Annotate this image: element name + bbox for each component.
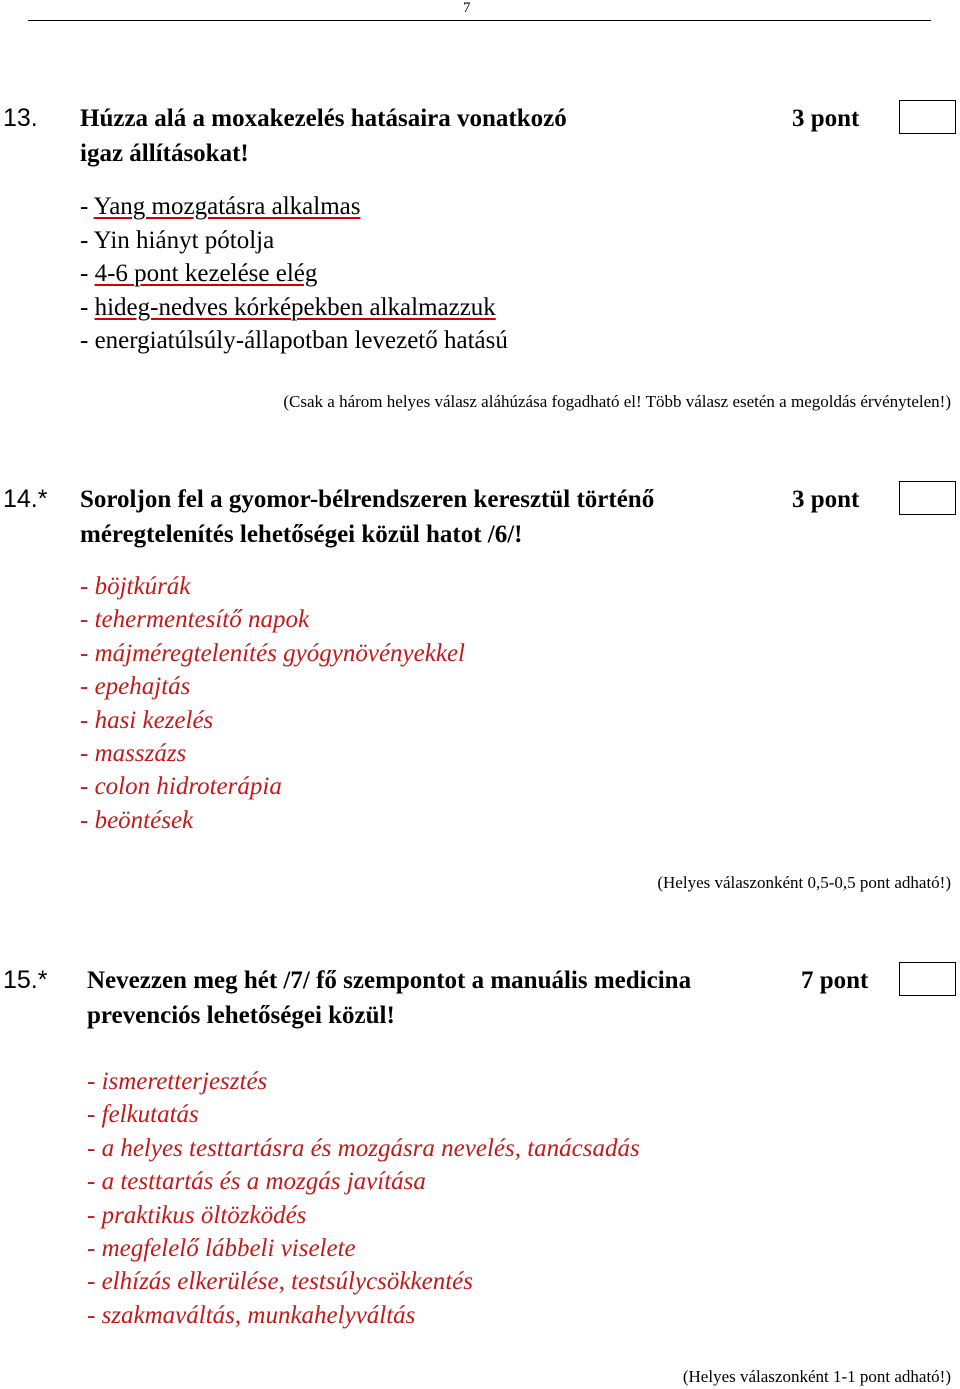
underlined-option-text: hideg-nedves kórképekben alkalmazzuk [94,293,496,321]
question-title-line1: Nevezzen meg hét /7/ fő szempontot a manuális medicina [87,967,692,994]
answer-item: - májméregtelenítés gyógynövényekkel [80,639,465,667]
answer-item: - elhízás elkerülése, testsúlycsökkentés [87,1268,473,1296]
answer-list [87,1065,640,1332]
page-number: 7 [463,0,471,16]
answer-item: - böjtkúrák [80,573,191,600]
underlined-option-text: Yang mozgatásra alkalmas [93,193,361,220]
points-label: 3 pont [792,486,860,513]
score-box[interactable] [899,100,956,134]
answer-item: - felkutatás [87,1101,199,1129]
answer-item: - epehajtás [80,673,191,701]
option-text: Yin hiányt pótolja [93,226,275,254]
answer-item: - ismeretterjesztés [87,1068,268,1095]
question-title-line1: Soroljon fel a gyomor-bélrendszeren keresztül történő [80,486,655,513]
question-title-line1: Húzza alá a moxakezelés hatásaira vonatkozó [80,105,567,132]
answer-item: - a testtartás és a mozgás javítása [87,1168,426,1196]
score-box[interactable] [899,962,956,996]
underlined-option-text: 4-6 pont kezelése elég [94,260,318,287]
option-item[interactable]: - Yin hiányt pótolja [80,226,275,254]
answer-item: - colon hidroterápia [80,773,282,801]
answer-item: - megfelelő lábbeli viselete [87,1235,356,1263]
score-box[interactable] [899,481,956,515]
answer-item: - beöntések [80,806,194,834]
answer-item: - masszázs [80,740,187,768]
scoring-note: (Csak a három helyes válasz aláhúzása fogadható el! Több válasz esetén a megoldás érvénytelen!) [283,392,951,411]
answer-item: - tehermentesítő napok [80,606,310,634]
question-title-line2: méregtelenítés lehetőségei közül hatot /6/! [80,521,523,548]
option-item[interactable]: - 4-6 pont kezelése elég [80,260,318,287]
question-number: 15.* [3,966,48,994]
answer-item: - a helyes testtartásra és mozgásra nevelés, tanácsadás [87,1134,640,1162]
points-label: 3 pont [792,105,860,132]
option-item[interactable]: - hideg-nedves kórképekben alkalmazzuk [80,293,496,321]
answer-item: - hasi kezelés [80,706,214,734]
question-title-line2: igaz állításokat! [80,140,249,167]
points-label: 7 pont [801,967,869,994]
option-item[interactable]: - energiatúlsúly-állapotban levezető hatású [80,327,508,354]
header-rule [28,20,931,21]
question-number: 13. [3,104,38,132]
option-item[interactable]: - Yang mozgatásra alkalmas [80,193,361,220]
option-list [80,190,508,358]
scoring-note: (Helyes válaszonként 0,5-0,5 pont adható!) [657,873,951,892]
answer-item: - szakmaváltás, munkahelyváltás [87,1301,416,1329]
answer-item: - praktikus öltözködés [87,1201,307,1229]
answer-list [80,570,465,837]
question-title-line2: prevenciós lehetőségei közül! [87,1002,395,1029]
option-text: energiatúlsúly-állapotban levezető hatású [94,327,508,354]
question-number: 14.* [3,485,48,513]
scoring-note: (Helyes válaszonként 1-1 pont adható!) [682,1367,951,1386]
